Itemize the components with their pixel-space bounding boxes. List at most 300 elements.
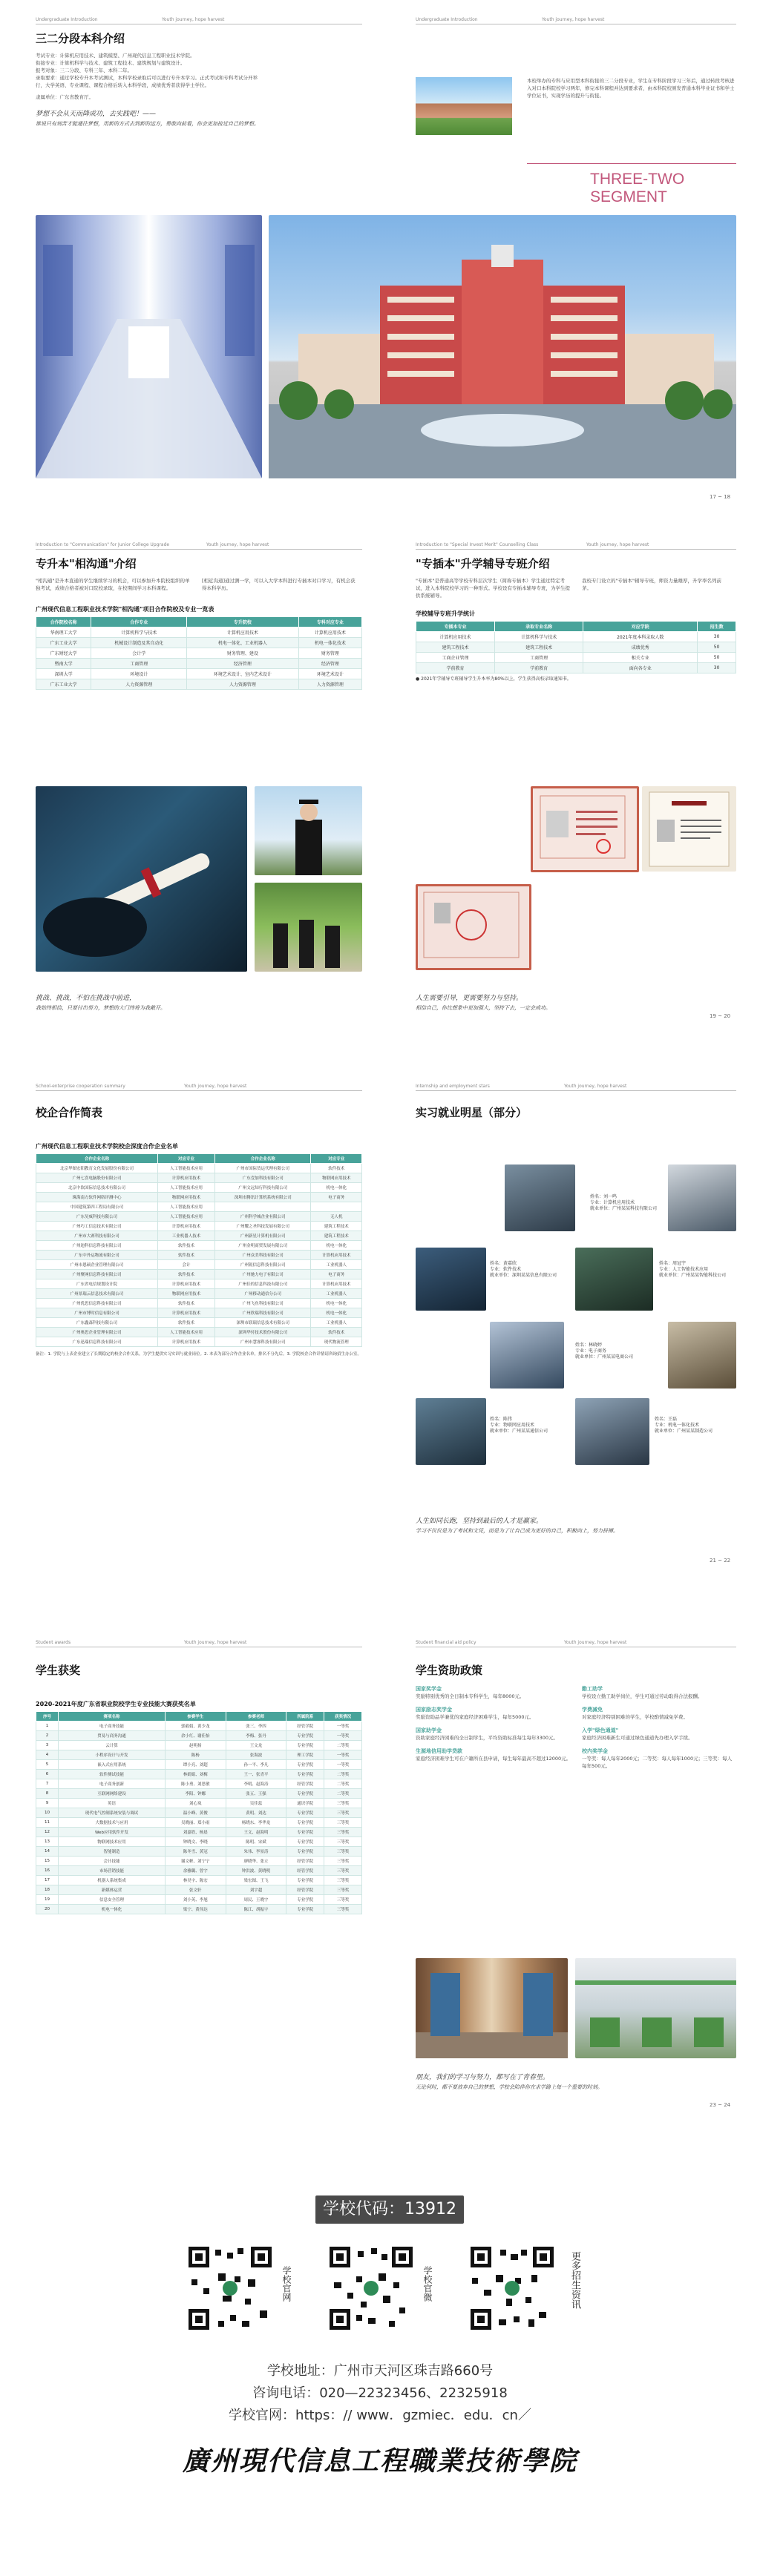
header-text: Student financial aid policy [416,1640,476,1645]
table-cell: 17 [36,1876,59,1885]
table-cell: 建筑工程技术 [416,642,495,653]
segment-heading: THREE-TWO SEGMENT [590,171,685,205]
table-cell: 人工智能技术应用 [157,1183,214,1193]
table-cell: 三等奖 [324,1837,362,1847]
text-line: 挑战、挑战，不怕在挑战中前进， [36,995,137,1002]
table-title: 2020-2021年度广东省职业院校学生专业技能大赛获奖名单 [36,1701,196,1707]
table-cell: 深圳市联瑞信息技术有限公司 [215,1318,311,1328]
table-cell: 广州迪科信息科技有限公司 [36,1241,158,1251]
graduate-throw-photo [255,786,362,875]
table-cell: 专业学院 [286,1731,324,1741]
table-cell: 计算机应用技术 [298,627,361,638]
policy-text: 一等奖：每人每年2000元；二等奖：每人每年1000元；三等奖：每人每年500元。 [582,1756,733,1769]
table-cell: 广州巧工信息技术有限公司 [36,1222,158,1231]
table-row [36,1876,362,1885]
table-cell: 三等奖 [324,1799,362,1808]
qr-code-admissions[interactable] [468,2244,557,2333]
table-cell: 三等奖 [324,1828,362,1837]
text-line: 无论何时，都不要放弃自己的梦想，学校会陪伴你在求学路上每一个重要的时刻。 [416,2084,603,2090]
policy-title: 校内奖学金 [582,1748,608,1754]
building-illustration [269,215,736,478]
table-body [416,632,736,673]
table-cell: 建筑工程技术 [311,1222,362,1231]
page-number: 19 ~ 20 [710,1013,731,1019]
star-caption: 姓名：周冠宇 专业：人工智能技术应用 就业单位：广州某某智能科技公司 [659,1261,727,1278]
header-text: Youth journey, hope harvest [162,17,225,22]
page-title: 三二分段本科介绍 [36,32,125,45]
table-cell: 王文、赵海明 [226,1828,286,1837]
policy-column-left [416,1685,571,1776]
table-cell: 三等奖 [324,1876,362,1885]
table-row [36,1299,362,1308]
table-cell: 廖晓华、张立 [226,1857,286,1866]
table-body [36,1164,362,1347]
column-header: 招生数 [698,622,736,632]
table-row [36,659,362,669]
header-text: Youth journey, hope harvest [542,17,605,22]
handwritten-note [416,2073,736,2092]
table-note: 备注：1. 学院与上表企业建立了长期稳定的校企合作关系，为学生提供实习实训与就业岗位。2. 本表为部分合作企业名单，排名不分先后。3. 学院校企合作详情请咨询招生办公室。 [36,1352,361,1357]
header-text: Youth journey, hope harvest [586,542,649,547]
diploma-book-illustration [642,786,736,872]
table-cell: 陈明、宋斌 [226,1837,286,1847]
table-cell: 会计 [157,1260,214,1270]
graduate-diploma-photo [36,786,247,972]
right-paragraph: 本校举办的专科与应用型本科衔接的三二分段专业，学生在专科阶段学习三年后，通过转段考核进入对口本科院校学习两年，修完本科课程并达到要求者，由本科院校颁发普通本科毕业证书和学士学位证书，实现学历的提升与衔接。 [527,78,735,99]
table-cell: 专业学院 [286,1741,324,1750]
table-cell: 广州市博时信息有限公司 [36,1308,158,1318]
table-cell: 电子商务 [311,1193,362,1202]
header-text: Internship and employment stars [416,1084,490,1089]
page-title: 学生资助政策 [416,1664,483,1677]
table-cell: 广州金明商贸发展有限公司 [215,1241,311,1251]
qr-code-wechat[interactable] [327,2244,416,2333]
table-header-row [416,622,736,632]
page-24 [416,1639,736,2188]
table-cell: 三等奖 [324,1905,362,1914]
table-cell: 北京中软国际信息技术有限公司 [36,1183,158,1193]
table-row [36,648,362,659]
table-cell: 广州移动通信分公司 [215,1289,311,1299]
table-cell: 经管学院 [286,1866,324,1876]
column-header: 合作企业名称 [215,1154,311,1164]
star-caption: 姓名：黄嘉欣 专业：软件技术 就业单位：深圳某某信息有限公司 [490,1261,557,1278]
table-cell: 环境艺术设计、室内艺术设计 [187,669,299,679]
table-cell: 二等奖 [324,1789,362,1799]
header-text: Introduction to "Special Invest Merit" Counselling Class [416,542,539,547]
header-text: School-enterprise cooperation summary [36,1084,125,1089]
school-website[interactable]: 学校官网：https：// www．gzmiec．edu．cn／ [229,2408,531,2423]
table-row [36,1885,362,1895]
table-cell: 一等奖 [324,1731,362,1741]
policy-title: 国家助学金 [416,1727,442,1733]
table-cell: 广东省电信规划设计院 [36,1279,158,1289]
table-cell: 软件测试技能 [59,1770,166,1779]
policy-item [416,1747,571,1762]
table-cell: 专业学院 [286,1828,324,1837]
table-cell: 一等奖 [324,1760,362,1770]
table-cell: 经济管理 [298,659,361,669]
header-text: Undergraduate Introduction [36,17,98,22]
table-cell: 现代物流管理 [311,1337,362,1347]
counselling-table [416,621,736,673]
table-cell: 市场营销技能 [59,1866,166,1876]
table-cell: 刘小英、李旭 [165,1895,226,1905]
table-cell: 建筑工程技术 [311,1231,362,1241]
award-certificate-illustration [418,886,525,963]
table-cell: 余雅璐、曾宇 [165,1866,226,1876]
table-cell: 暨南大学 [36,659,91,669]
column-header: 专插本专业 [416,622,495,632]
table-cell: 三等奖 [324,1808,362,1818]
table-cell: 广州耀之圣科技发展有限公司 [215,1222,311,1231]
text-line: 考试专业：计算机应用技术、建筑模型、广州现代信息工程职业技术学院。 [36,53,195,59]
table-row [36,1183,362,1193]
page-title: 专升本"相沟通"介绍 [36,557,137,570]
table-cell: 机械设计制造及其自动化 [91,638,187,648]
column-header: 对应学院 [583,622,698,632]
table-cell: 环境艺术设计 [298,669,361,679]
table-cell: 工商企业管理 [416,653,495,663]
table-cell: 经管学院 [286,1885,324,1895]
header-text: Introduction to "Communication" for Junior College Upgrade [36,542,170,547]
table-cell: 珠海南方软件网络评测中心 [36,1193,158,1202]
handwritten-note [36,994,362,1013]
page-21 [36,1083,362,1624]
table-cell: 三等奖 [324,1847,362,1857]
table-cell: 二等奖 [324,1779,362,1789]
table-cell: 广东工业大学 [36,638,91,648]
table-cell: 专业学院 [286,1789,324,1799]
table-cell: 一等奖 [324,1722,362,1731]
table-cell: 互联网网络建设 [59,1789,166,1799]
text-line: 相信自己，你比想象中更加强大，坚持下去，一定会成功。 [416,1005,551,1011]
table-cell: 建筑工程技术 [494,642,583,653]
column-header: 合作专业 [91,617,187,627]
table-row [36,1260,362,1270]
table-cell: 计算机应用技术 [416,632,495,642]
handwritten-note [36,110,355,129]
table-cell: 人工智能技术应用 [157,1328,214,1337]
page-title: "专插本"升学辅导专班介绍 [416,557,550,570]
table-cell: 软件技术 [311,1164,362,1173]
table-cell: 50 [698,653,736,663]
table-cell: 电子商务技能 [59,1722,166,1731]
table-row [36,679,362,690]
page-19 [36,541,362,1068]
table-cell: 贸易与商务沟通 [59,1731,166,1741]
table-cell: 机电一体化 [311,1299,362,1308]
table-cell: 人工智能技术应用 [157,1212,214,1222]
table-cell: 19 [36,1895,59,1905]
table-cell: 三等奖 [324,1818,362,1828]
table-cell: 刘嘉欣、杨晨 [165,1828,226,1837]
table-cell: 广州七喜电脑股份有限公司 [36,1173,158,1183]
body-paragraph: 我校专门设立的"专插本"辅导专班，师资力量雄厚，升学率名列前茅。 [582,578,721,591]
column-header: 对应专业 [157,1154,214,1164]
table-cell: 人工智能技术应用 [157,1164,214,1173]
table-cell: 李梅、张丹 [226,1731,286,1741]
table-cell: 学前教育 [494,663,583,673]
table-cell: 三等奖 [324,1857,362,1866]
header-text: Student awards [36,1640,71,1645]
table-row [36,1279,362,1289]
header-text: Youth journey, hope harvest [564,1084,627,1089]
table-cell: 梁宏图、王飞 [226,1876,286,1885]
table-cell: 赵明扬 [165,1741,226,1750]
table-cell: 广州飞鱼科技有限公司 [215,1299,311,1308]
table-cell: 三等奖 [324,1895,362,1905]
section-three-two-segment [0,0,760,534]
table-cell: 5 [36,1760,59,1770]
table-cell: 一等奖 [324,1750,362,1760]
table-title: 广州现代信息工程职业技术学院校企深度合作企业名单 [36,1143,178,1150]
table-row [36,1905,362,1914]
table-row [36,1212,362,1222]
column-header: 对应专业 [311,1154,362,1164]
qr-pattern [186,2244,275,2333]
diploma-illustration [36,786,247,972]
table-cell: 15 [36,1857,59,1866]
table-cell: 工业机器人 [311,1318,362,1328]
table-cell: 人力资源管理 [91,679,187,690]
policy-item [416,1706,571,1721]
table-cell: 现代电气控制系统安装与调试 [59,1808,166,1818]
table-row [36,1866,362,1876]
table-header-row [36,1154,362,1164]
header-text: Youth journey, hope harvest [206,542,269,547]
table-cell: 王一、张青平 [226,1770,286,1779]
page-title: 实习就业明星（部分） [416,1106,528,1119]
text-line: 学习不仅仅是为了考试和文凭，而是为了让自己成为更好的自己，积极向上，努力拼搏。 [416,1528,618,1534]
table-cell [311,1202,362,1212]
table-cell: 6 [36,1770,59,1779]
table-row [36,1818,362,1828]
star-photo [416,1248,486,1311]
table-cell: 余小红、谢佳怡 [165,1731,226,1741]
table-cell: 广州聚网信息科技有限公司 [36,1270,158,1279]
text-line: 朋友，我们的学习与努力，都写在了青春里。 [416,2074,550,2081]
table-cell: 吴晓丽、郑小雨 [165,1818,226,1828]
page-23 [36,1639,362,2188]
table-cell: 12 [36,1828,59,1837]
table-cell: 计算机应用技术 [157,1279,214,1289]
table-cell: 谭小亮、刘超 [165,1760,226,1770]
star-photo [575,1398,649,1465]
table-cell: 专业学院 [286,1818,324,1828]
body-paragraph: "专插本"是普通高等学校专科层次学生（简称专插本）学生通过特定考试，进入本科院校学习的一种形式。学校设有专插本辅导专班，为学生提供系统辅导。 [416,578,570,599]
table-row [36,1828,362,1837]
cooperation-table [36,616,362,690]
table-cell [215,1202,311,1212]
table-cell: 理工学院 [286,1750,324,1760]
column-header: 参赛老师 [226,1712,286,1722]
table-cell: 2 [36,1731,59,1741]
table-row [36,638,362,648]
table-row [36,1731,362,1741]
table-cell: 孙一平、李凡 [226,1760,286,1770]
table-cell: 7 [36,1779,59,1789]
column-header: 序号 [36,1712,59,1722]
table-cell: 计算机应用技术 [157,1173,214,1183]
table-cell: 广州锐信息科技有限公司 [215,1260,311,1270]
star-photo [505,1165,575,1231]
text-line: 隶属单位：广东省教育厅。 [36,94,94,100]
graduate-figure [255,786,362,875]
awards-table [36,1711,362,1914]
policy-title: 生源地信用助学贷款 [416,1748,462,1754]
table-cell: 陈杨 [165,1750,226,1760]
table-cell: 专业学院 [286,1876,324,1885]
table-cell: 机器人系统集成 [59,1876,166,1885]
qr-pattern [327,2244,416,2333]
table-cell: 广东中外运物流有限公司 [36,1251,158,1260]
table-row [36,1779,362,1789]
table-row [36,1789,362,1799]
table-cell: 工商管理 [494,653,583,663]
table-cell: 机电一体化技术 [298,638,361,648]
table-cell: 谢文彬、刘宁宁 [165,1857,226,1866]
table-row [36,1760,362,1770]
table-cell: 会计技能 [59,1857,166,1866]
table-row [36,1222,362,1231]
policy-item [582,1706,734,1721]
table-row [36,1770,362,1779]
column-header: 赛项名称 [59,1712,166,1722]
table-cell: 软件技术 [157,1299,214,1308]
table-cell: 广州市大赛科技有限公司 [36,1231,158,1241]
group-figures [255,883,362,972]
policy-title: 国家奖学金 [416,1686,442,1692]
table-cell: 朱伟、李景涛 [226,1847,286,1857]
table-row [36,1857,362,1866]
policy-column-right [582,1685,734,1776]
table-row [36,1241,362,1251]
table-row [36,1231,362,1241]
table-cell: 云计算 [59,1741,166,1750]
table-cell: 刘心岚 [165,1799,226,1808]
qr-code-website[interactable] [186,2244,275,2333]
table-cell: 二等奖 [324,1770,362,1779]
table-row [36,1251,362,1260]
table-cell: 18 [36,1885,59,1895]
table-cell: 成绩优秀 [583,642,698,653]
text-line: 人生如同长跑，坚持到最后的人才是赢家。 [416,1518,543,1525]
page-number: 21 ~ 22 [710,1558,731,1564]
diploma-book-photo [642,786,736,872]
column-header: 获奖情况 [324,1712,362,1722]
corridor-photo [36,215,262,478]
table-cell: 广州新星计算机有限公司 [215,1231,311,1241]
table-row [36,627,362,638]
table-cell: 信息安全管理 [59,1895,166,1905]
star-photo [668,1165,736,1231]
table-row [36,1318,362,1328]
table-cell: 张五、王强 [226,1789,286,1799]
table-cell: 广州奥思企业管理有限公司 [36,1328,158,1337]
text-line: 录取要求：通过学校专升本考试测试，本科学校录取后可以进行专升本学习。正式考试和专科考试分开举行，大学英语、专业课程、课程合格后转入本科学段，成绩优秀者获得学士学位。 [36,75,258,88]
table-body [36,1722,362,1914]
policy-title: 勤工助学 [582,1686,603,1692]
table-cell: 黄明、刘达 [226,1808,286,1818]
table-body [36,627,362,690]
table-cell: 16 [36,1866,59,1876]
table-row [36,1750,362,1760]
table-cell: 软件技术 [157,1270,214,1279]
contact-footer [0,2195,760,2576]
table-cell: 软件技术 [157,1241,214,1251]
table-row [416,663,736,673]
page-header [416,16,736,24]
table-cell: 50 [698,642,736,653]
table-cell: 张海波 [226,1750,286,1760]
campus-building-photo [269,215,736,478]
table-cell: 梁宁、黄伟达 [165,1905,226,1914]
table-cell: 中国建筑第四工程局有限公司 [36,1202,158,1212]
table-cell: 经管学院 [286,1779,324,1789]
table-cell: 机电一体化 [59,1905,166,1914]
text-line: 报考对象：三二分段、专科三年、本科二年。 [36,67,132,73]
table-cell: 10 [36,1808,59,1818]
table-header-row [36,617,362,627]
graduates-group-photo [255,883,362,972]
table-cell: 嵌入式应用系统 [59,1760,166,1770]
page-number: 23 ~ 24 [710,2102,731,2108]
column-header: 合作院校名称 [36,617,91,627]
table-row [36,1808,362,1818]
header-text: Undergraduate Introduction [416,17,478,22]
table-row [36,1308,362,1318]
table-cell: 杨晓东、李华龙 [226,1818,286,1828]
page-header [416,1083,736,1091]
canteen-photo [575,1958,736,2058]
certificate-illustration [533,788,632,866]
star-photo [416,1398,486,1465]
table-cell: 30 [698,663,736,673]
table-title: 广州现代信息工程职业技术学院"相沟通"项目合作院校及专业一览表 [36,606,214,613]
column-header: 专升院校 [187,617,299,627]
table-cell: 张文轩 [165,1885,226,1895]
table-cell: 新媒体运营 [59,1885,166,1895]
table-cell: 环境设计 [91,669,187,679]
star-caption: 姓名：刘一鸣 专业：计算机应用技术 就业单位：广州某某科技有限公司 [590,1194,658,1211]
body-paragraph [36,52,258,101]
table-cell: 软件技术 [157,1251,214,1260]
table-cell: 人力资源管理 [187,679,299,690]
qr-pattern [468,2244,557,2333]
text-line: 我始终相信，只要付出努力，梦想的大门终将为我敞开。 [36,1005,166,1011]
table-cell: 机电一体化 [311,1183,362,1193]
table-row [36,1193,362,1202]
table-cell: 钟晓文、李晓 [165,1837,226,1847]
table-cell: 专业学院 [286,1895,324,1905]
policy-text: 家庭经济困难新生可通过绿色通道先办理入学手续。 [582,1735,693,1741]
table-cell: 人力资源管理 [298,679,361,690]
table-cell: 陈小勇、刘思敏 [165,1779,226,1789]
table-cell: 广州文远知行科技有限公司 [215,1183,311,1193]
corridor-perspective [36,215,262,478]
table-cell: 广州市国际货运代理有限公司 [215,1164,311,1173]
table-cell: 广东壹加科技有限公司 [215,1173,311,1183]
table-cell: 物联网应用技术 [157,1193,214,1202]
table-cell: 软件技术 [157,1318,214,1328]
table-cell: 刘宇超 [226,1885,286,1895]
column-header: 专科对应专业 [298,617,361,627]
policy-text: 资助家庭经济困难的全日制学生，平均资助标准每生每年3300元。 [416,1735,559,1741]
table-cell: 林昊宇、陈宏 [165,1876,226,1885]
section-upgrade-programs [0,534,760,1075]
header-text: Youth journey, hope harvest [184,1640,247,1645]
